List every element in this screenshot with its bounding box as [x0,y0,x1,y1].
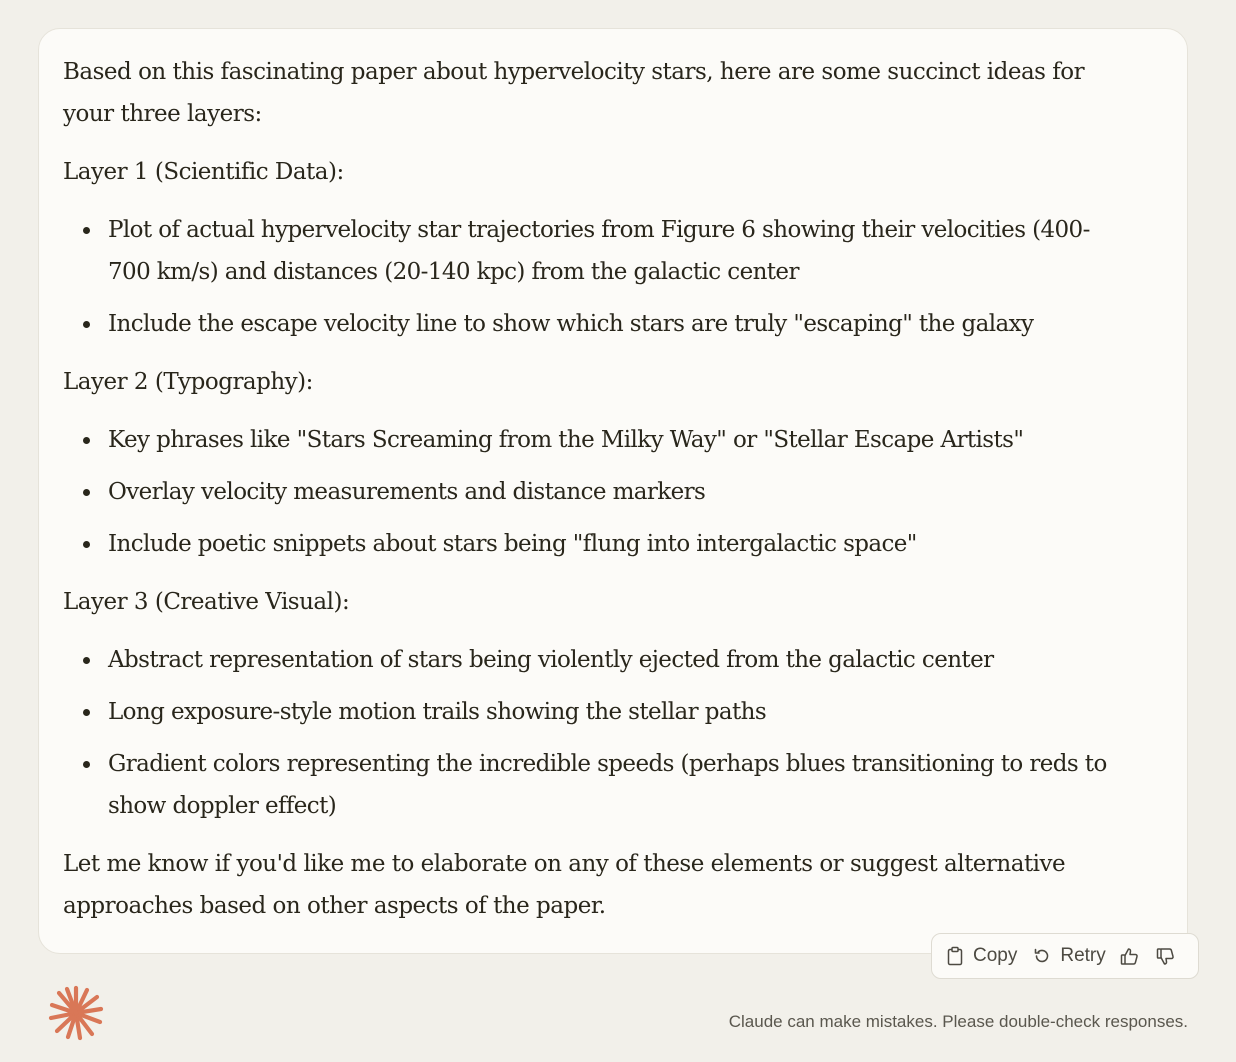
copy-button[interactable] [946,945,1017,967]
claude-spark-logo [47,984,105,1042]
layer-3-list [63,639,1117,827]
layer-2-list [63,419,1117,565]
list-item: Include the escape velocity line to show which stars are truly "escaping" the galaxy [108,303,1117,345]
clipboard-icon [946,946,964,966]
retry-button[interactable] [1033,945,1105,967]
retry-label: Retry [1060,945,1106,966]
layer-3-heading: Layer 3 (Creative Visual): [63,589,350,615]
thumbs-down-button[interactable] [1156,947,1176,966]
message-outro: Let me know if you'd like me to elaborate on any of these elements or suggest alternative approaches based on other aspects of the paper. [63,851,1066,919]
thumbs-down-icon [1156,947,1176,966]
list-item: Include poetic snippets about stars being "flung into intergalactic space" [108,523,1117,565]
message-intro: Based on this fascinating paper about hypervelocity stars, here are some succinct ideas for your three layers: [63,59,1085,127]
list-item: Plot of actual hypervelocity star trajectories from Figure 6 showing their velocities (400-700 km/s) and distances (20-140 kpc) from the galactic center [108,209,1117,293]
disclaimer-text: Claude can make mistakes. Please double-check responses. [728,1012,1188,1031]
list-item: Abstract representation of stars being violently ejected from the galactic center [108,639,1117,681]
copy-label: Copy [973,945,1018,966]
list-item: Gradient colors representing the incredible speeds (perhaps blues transitioning to reds to show doppler effect) [108,743,1117,827]
message-actions-bar [931,933,1199,979]
layer-1-heading: Layer 1 (Scientific Data): [63,159,344,185]
list-item: Long exposure-style motion trails showing the stellar paths [108,691,1117,733]
layer-2-heading: Layer 2 (Typography): [63,369,313,395]
list-item: Key phrases like "Stars Screaming from the Milky Way" or "Stellar Escape Artists" [108,419,1117,461]
thumbs-up-button[interactable] [1120,947,1140,966]
layer-1-list [63,209,1117,345]
assistant-message [38,28,1188,954]
thumbs-up-icon [1120,947,1140,966]
list-item: Overlay velocity measurements and distance markers [108,471,1117,513]
retry-icon [1033,947,1051,965]
